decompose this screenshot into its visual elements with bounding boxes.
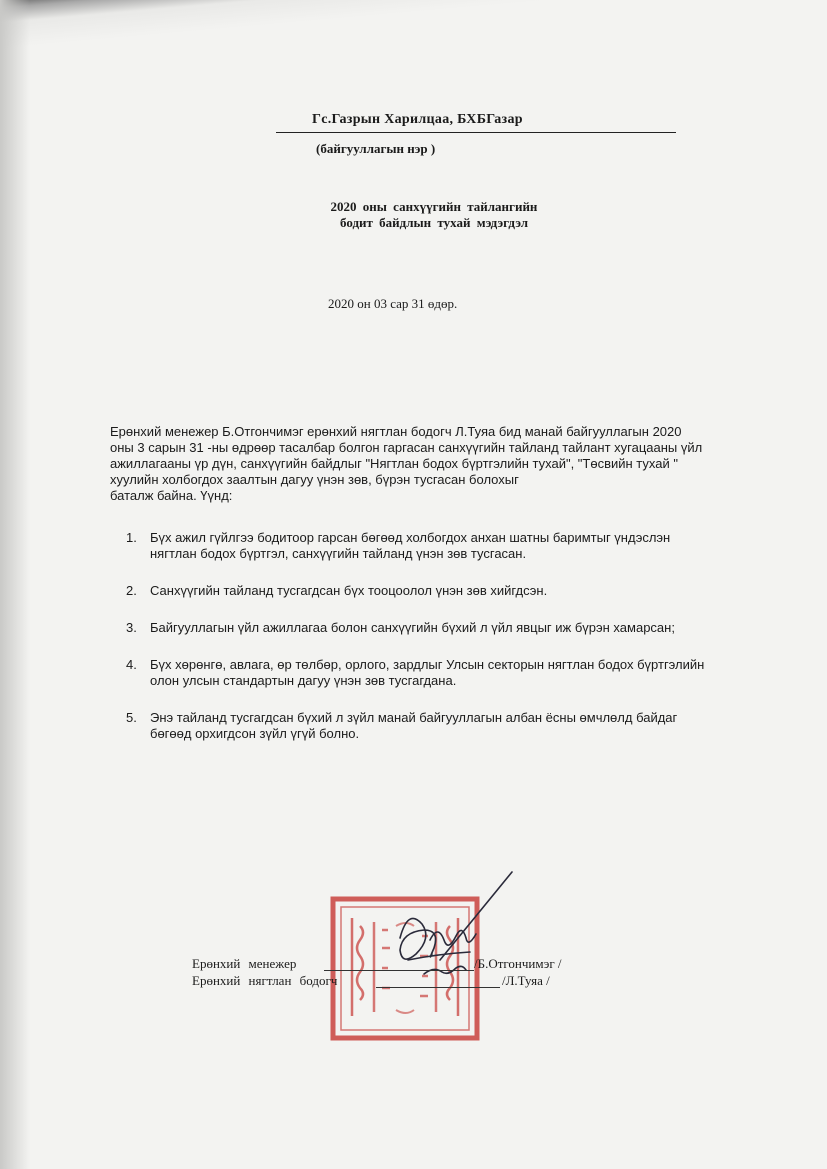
list-item-number: 3. — [126, 620, 137, 635]
signatory-title: Ерөнхий нягтлан бодогч — [192, 973, 338, 988]
list-item — [126, 657, 786, 689]
list-item-text: олон улсын стандартын дагуу үнэн зөв тусгагдана. — [150, 673, 457, 688]
body-line: баталж байна. Үүнд: — [110, 488, 233, 503]
signatory-name: /Л.Туяа / — [502, 973, 550, 988]
body-line: хуулийн холбогдох заалтын дагуу үнэн зөв, бүрэн тусгасан болохыг — [110, 472, 519, 487]
document-title-line-2: бодит байдлын тухай мэдэгдэл — [340, 215, 528, 230]
body-line: Ерөнхий менежер Б.Отгончимэг ерөнхий нягтлан бодогч Л.Туяа бид манай байгууллагын 2020 — [110, 424, 682, 439]
list-item-text: Санхүүгийн тайланд тусгагдсан бүх тооцоолол үнэн зөв хийгдсэн. — [150, 583, 548, 598]
body-line: оны 3 сарын 31 -ны өдрөөр тасалбар болгон гаргасан санхүүгийн тайланд тайлант хугацааны үйл — [110, 440, 703, 455]
list-item-number: 1. — [126, 530, 137, 545]
list-item — [126, 710, 786, 742]
list-item-text: Энэ тайланд тусгагдсан бүхий л зүйл манай байгууллагын албан ёсны өмчлөлд байдаг — [150, 710, 678, 725]
signatory-title: Ерөнхий менежер — [192, 956, 297, 971]
organization-underline — [276, 132, 676, 133]
signatory-name: /Б.Отгончимэг / — [474, 956, 562, 971]
document-date: 2020 он 03 сар 31 өдөр. — [328, 296, 458, 311]
list-item-text: Бүх хөрөнгө, авлага, өр төлбөр, орлого, зардлыг Улсын секторын нягтлан бодох бүртгэлийн — [150, 657, 705, 672]
scan-shadow-top — [0, 0, 827, 90]
signature-line — [376, 987, 500, 988]
list-item-text: Байгууллагын үйл ажиллагаа болон санхүүгийн бүхий л үйл явцыг иж бүрэн хамарсан; — [150, 620, 675, 635]
organization-name: Гс.Газрын Харилцаа, БХБГазар — [312, 112, 523, 127]
body-paragraph — [110, 424, 794, 504]
list-item-number: 5. — [126, 710, 137, 725]
signature-row-accountant — [192, 973, 612, 991]
list-item — [126, 583, 786, 599]
list-item-text: нягтлан бодох бүртгэл, санхүүгийн тайланд үнэн зөв тусгасан. — [150, 546, 527, 561]
list-item — [126, 530, 786, 562]
list-item-text: Бүх ажил гүйлгээ бодитоор гарсан бөгөөд холбогдох анхан шатны баримтыг үндэслэн — [150, 530, 671, 545]
organization-caption: (байгууллагын нэр ) — [316, 141, 436, 156]
document-title — [244, 199, 624, 231]
list-item — [126, 620, 786, 636]
statement-list — [126, 530, 786, 763]
body-line: ажиллагааны үр дүн, санхүүгийн байдлыг "Нягтлан бодох бүртгэлийн тухай", "Төсвийн тухай " — [110, 456, 678, 471]
scan-shadow-left — [0, 0, 30, 1169]
list-item-text: бөгөөд орхигдсон зүйл үгүй болно. — [150, 726, 360, 741]
signature-line — [324, 970, 474, 971]
document-title-line-1: 2020 оны санхүүгийн тайлангийн — [330, 199, 538, 214]
list-item-number: 4. — [126, 657, 137, 672]
signature-row-manager — [192, 956, 612, 974]
list-item-number: 2. — [126, 583, 137, 598]
